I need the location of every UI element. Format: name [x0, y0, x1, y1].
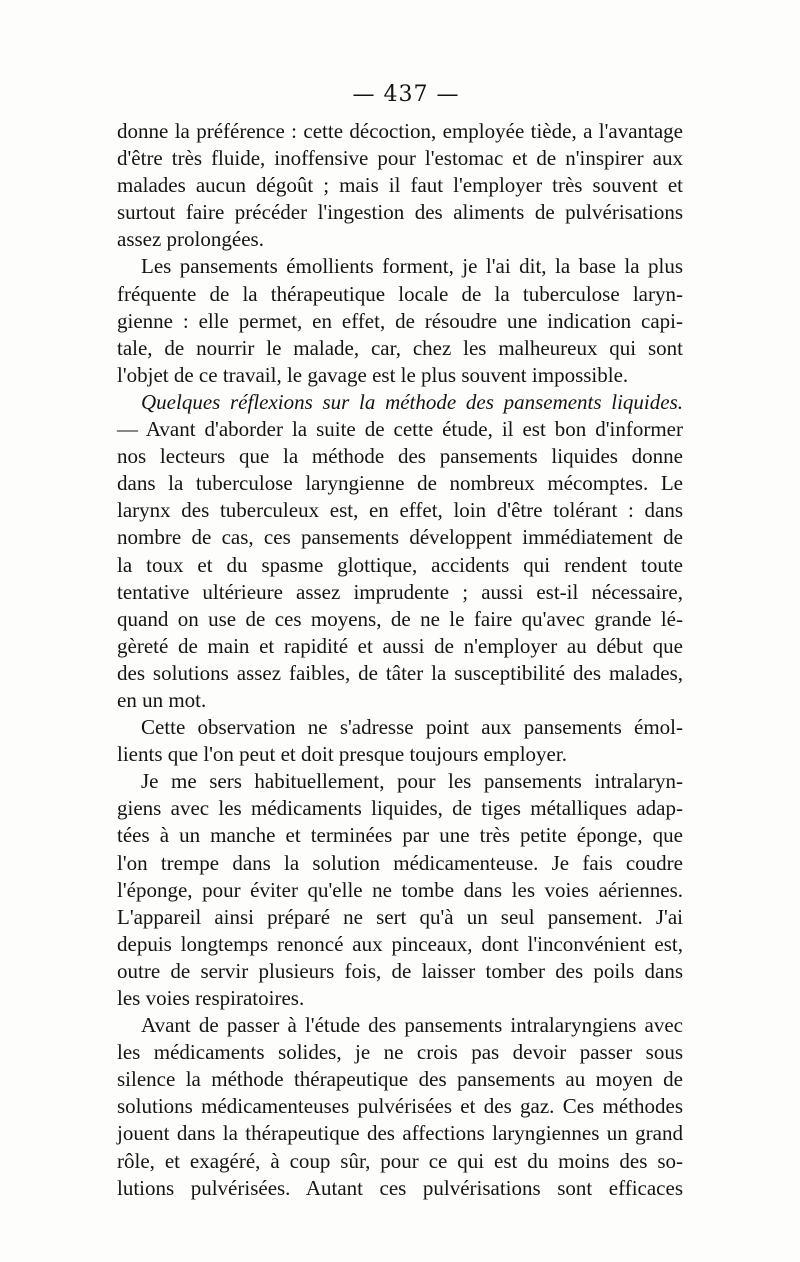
text-line: nombre de cas, ces pansements développent immédiatement de	[117, 525, 683, 550]
page-number: — 437 —	[352, 82, 460, 107]
text-line: les voies respiratoires.	[117, 986, 305, 1010]
text-line: Je me sers habituellement, pour les pansements intralaryn-	[141, 769, 683, 794]
text-line: tale, de nourrir le malade, car, chez les malheureux qui sont	[117, 335, 683, 360]
text-line: l'objet de ce travail, le gavage est le plus souvent impossible.	[117, 362, 629, 387]
text-line: — Avant d'aborder la suite de cette étude, il est bon d'informer	[117, 417, 683, 442]
text-line: silence la méthode thérapeutique des pansements au moyen de	[117, 1067, 683, 1092]
text-line: l'on trempe dans la solution médicamenteuse. Je fais coudre	[117, 850, 683, 875]
text-line: depuis longtemps renoncé aux pinceaux, dont l'inconvénient est,	[117, 931, 683, 956]
text-line: des solutions assez faibles, de tâter la susceptibilité des malades,	[117, 660, 683, 685]
text-line: solutions médicamenteuses pulvérisées et des gaz. Ces méthodes	[117, 1094, 683, 1119]
text-line: fréquente de la thérapeutique locale de la tuberculose laryn-	[117, 281, 683, 306]
text-line: outre de servir plusieurs fois, de laisser tomber des poils dans	[117, 958, 683, 983]
text-line: la toux et du spasme glottique, accidents qui rendent toute	[117, 552, 683, 577]
text-line: larynx des tuberculeux est, en effet, loin d'être tolérant : dans	[117, 498, 683, 523]
text-line: Quelques réflexions sur la méthode des pansements liquides.	[141, 389, 683, 414]
text-line: gèreté de main et rapidité et aussi de n'employer au début que	[117, 633, 683, 658]
text-line: Cette observation ne s'adresse point aux pansements émol-	[141, 715, 683, 740]
text-line: gienne : elle permet, en effet, de résoudre une indication capi-	[117, 308, 683, 333]
text-line: lutions pulvérisées. Autant ces pulvérisations sont efficaces	[117, 1175, 683, 1200]
text-line: surtout faire précéder l'ingestion des aliments de pulvérisations	[117, 200, 683, 225]
text-line: donne la préférence : cette décoction, employée tiède, a l'avantage	[117, 119, 683, 143]
text-line: tentative ultérieure assez imprudente ; aussi est-il nécessaire,	[117, 579, 683, 604]
text-line: quand on use de ces moyens, de ne le faire qu'avec grande lé-	[117, 606, 683, 631]
text-line: rôle, et exagéré, à coup sûr, pour ce qui est du moins des so-	[117, 1148, 683, 1173]
text-line: jouent dans la thérapeutique des affections laryngiennes un grand	[117, 1121, 683, 1146]
text-line: l'éponge, pour éviter qu'elle ne tombe dans les voies aériennes.	[117, 877, 683, 902]
text-line: Les pansements émollients forment, je l'ai dit, la base la plus	[141, 254, 683, 279]
text-line: tées à un manche et terminées par une très petite éponge, que	[117, 823, 683, 848]
text-line: assez prolongées.	[117, 227, 264, 252]
text-line: lients que l'on peut et doit presque toujours employer.	[117, 742, 567, 767]
text-line: giens avec les médicaments liquides, de tiges métalliques adap-	[117, 796, 683, 821]
text-line: nos lecteurs que la méthode des pansements liquides donne	[117, 444, 683, 469]
text-line: Avant de passer à l'étude des pansements intralaryngiens avec	[141, 1013, 683, 1038]
text-line: en un mot.	[117, 687, 207, 712]
text-line: d'être très fluide, inoffensive pour l'estomac et de n'inspirer aux	[117, 146, 683, 171]
text-line: les médicaments solides, je ne crois pas devoir passer sous	[117, 1040, 683, 1065]
text-line: malades aucun dégoût ; mais il faut l'employer très souvent et	[117, 173, 683, 198]
text-line: dans la tuberculose laryngienne de nombreux mécomptes. Le	[117, 471, 683, 496]
text-line: L'appareil ainsi préparé ne sert qu'à un seul pansement. J'ai	[117, 904, 683, 929]
body-text	[117, 118, 683, 1202]
